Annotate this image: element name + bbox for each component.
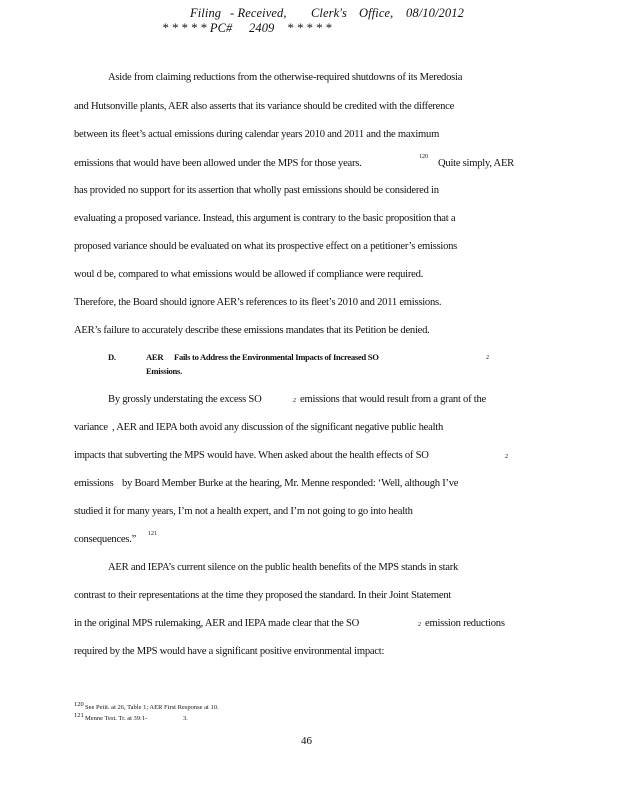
footnote-text-tail: 3. [183, 715, 188, 722]
footnote-text: See Petit. at 26, Table 1; AER First Response at 10. [85, 704, 219, 711]
para1-line: between its fleet’s actual emissions during calendar years 2010 and 2011 and the maximum [74, 129, 440, 140]
para2-line2-start: variance [74, 422, 108, 433]
para3-line4: required by the MPS would have a significant positive environmental impact: [74, 646, 385, 657]
para3-line3-end: emission reductions [425, 618, 505, 629]
header-office: Office, [359, 6, 394, 20]
so2-subscript: 2 [505, 454, 508, 460]
para1-line: proposed variance should be evaluated on what its prospective effect on a petitioner’s emissions [74, 241, 458, 252]
para2-line5: studied it for many years, I’m not a health expert, and I’m not going to go into health [74, 506, 413, 517]
section-letter: D. [108, 352, 116, 362]
para2-line3: impacts that subverting the MPS would have. When asked about the health effects of SO [74, 450, 429, 461]
footnote-text: Menne Test. Tr. at 39:1- [85, 715, 148, 722]
para2-line1-end: emissions that would result from a grant of the [300, 394, 486, 405]
footnote-ref-120: 120 [419, 154, 428, 160]
so2-subscript: 2 [293, 398, 296, 404]
section-title-line2: Emissions. [146, 366, 182, 376]
para1-line: and Hutsonville plants, AER also asserts that its variance should be credited with the difference [74, 101, 455, 112]
para2-line4-end: by Board Member Burke at the hearing, Mr. Menne responded: ‘Well, although I’ve [122, 478, 459, 489]
footnote-mark: 121 [74, 712, 84, 719]
para1-line: emissions that would have been allowed under the MPS for those years. [74, 158, 362, 169]
para1-line: has provided no support for its assertion that wholly past emissions should be considered in [74, 185, 439, 196]
section-subject: AER [146, 352, 164, 362]
section-subscript: 2 [486, 355, 489, 361]
footnote-ref-121: 121 [148, 531, 157, 537]
footnote-mark: 120 [74, 701, 84, 708]
para1-line: woul d be, compared to what emissions would be allowed if compliance were required. [74, 269, 424, 280]
para1-line: AER’s failure to accurately describe these emissions mandates that its Petition be denied. [74, 325, 430, 336]
para3-line1: AER and IEPA’s current silence on the public health benefits of the MPS stands in stark [108, 562, 459, 573]
header-date: 08/10/2012 [406, 6, 464, 20]
para2-line2-end: , AER and IEPA both avoid any discussion of the significant negative public health [112, 422, 444, 433]
header-received: - Received, [230, 6, 287, 20]
para1-line: Aside from claiming reductions from the otherwise-required shutdowns of its Meredosia [108, 72, 463, 83]
header-stars-left: * * * * * PC# [162, 21, 233, 35]
page-number: 46 [301, 735, 312, 747]
para1-line: Therefore, the Board should ignore AER’s references to its fleet’s 2010 and 2011 emissions. [74, 297, 442, 308]
so2-subscript: 2 [418, 622, 421, 628]
para2-line1-start: By grossly understating the excess SO [108, 394, 262, 405]
header-stars-right: * * * * * [287, 21, 332, 35]
para1-line: evaluating a proposed variance. Instead, this argument is contrary to the basic proposition that a [74, 213, 456, 224]
header-clerks: Clerk's [311, 6, 348, 20]
header-pc-number: 2409 [249, 21, 275, 35]
para2-line6: consequences.” [74, 534, 137, 545]
para2-line4-start: emissions [74, 478, 114, 489]
para3-line3-start: in the original MPS rulemaking, AER and IEPA made clear that the SO [74, 618, 360, 629]
para1-line4-tail: Quite simply, AER [438, 158, 514, 169]
section-title: Fails to Address the Environmental Impacts of Increased SO [174, 352, 379, 362]
header-filing: Filing [190, 6, 222, 20]
para3-line2: contrast to their representations at the time they proposed the standard. In their Joint Statement [74, 590, 452, 601]
